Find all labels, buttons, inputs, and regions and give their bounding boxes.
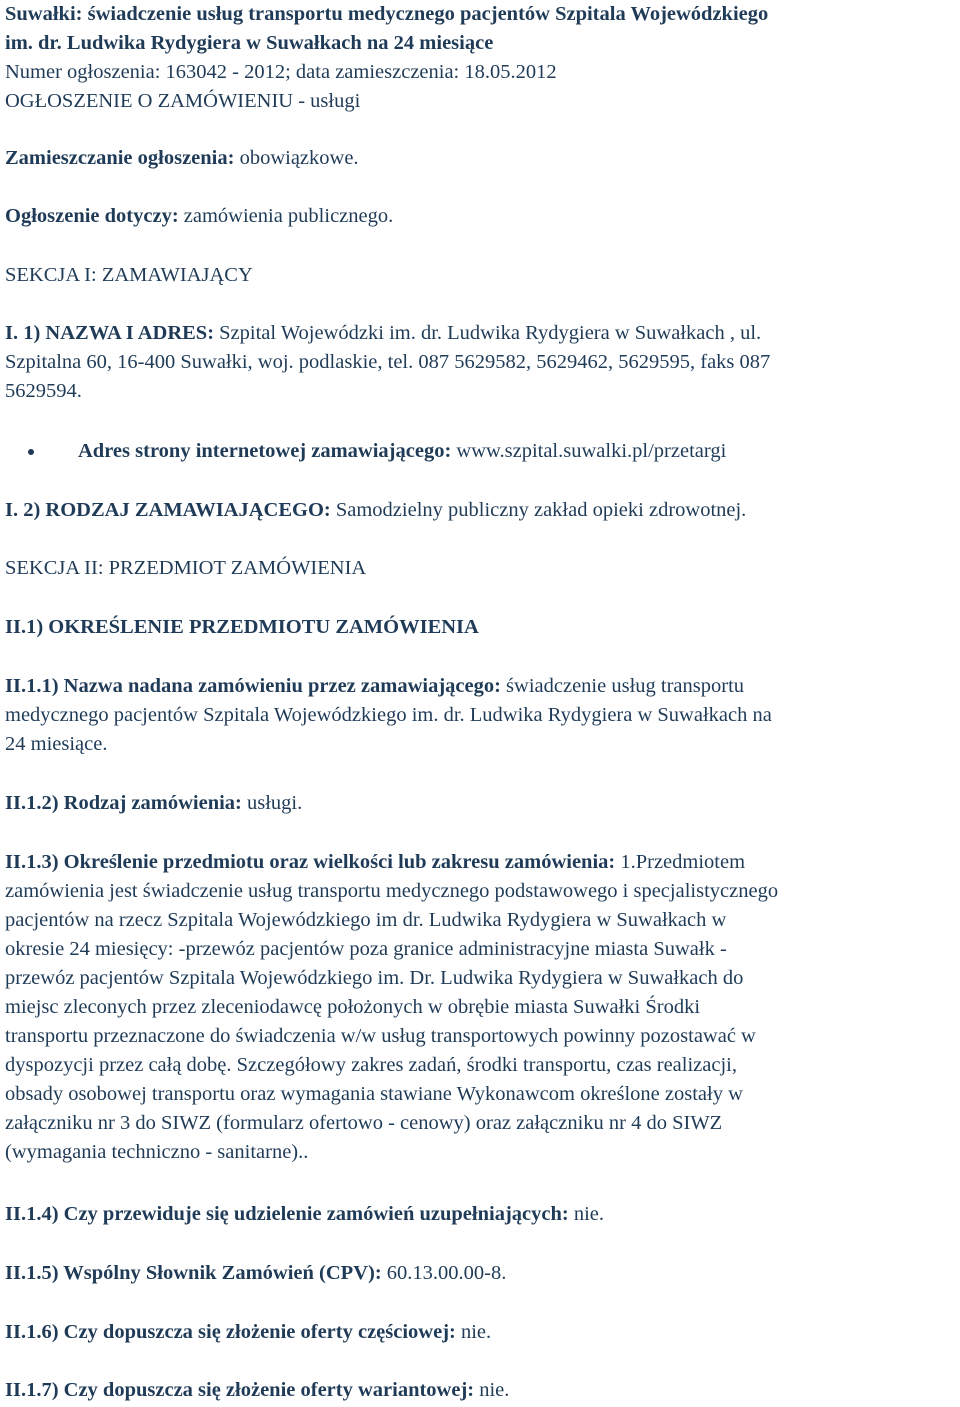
contract-name-line-1: świadczenie usług transportu <box>500 675 745 697</box>
address-label: I. 1) NAZWA I ADRES: <box>5 322 215 344</box>
concerns-value: zamówienia publicznego. <box>178 205 394 227</box>
scope-line-1: 1.Przedmiotem <box>615 851 746 873</box>
contract-kind <box>5 789 958 818</box>
title-line-1: Suwałki: świadczenie usług transportu medycznego pacjentów Szpitala Wojewódzkiego <box>5 3 769 25</box>
concerns-label: Ogłoszenie dotyczy: <box>5 205 179 227</box>
posting-label: Zamieszczanie ogłoszenia: <box>5 147 235 169</box>
cpv-label: II.1.5) Wspólny Słownik Zamówień (CPV): <box>5 1262 382 1284</box>
scope-line: zamówienia jest świadczenie usług transportu medycznego podstawowego i specjalistycznego <box>5 880 779 902</box>
subtitle-text: II.1) OKREŚLENIE PRZEDMIOTU ZAMÓWIENIA <box>5 616 479 638</box>
contract-scope <box>5 848 958 1167</box>
cpv-code <box>5 1259 958 1288</box>
scope-label: II.1.3) Określenie przedmiotu oraz wielkości lub zakresu zamówienia: <box>5 851 616 873</box>
supplementary-value: nie. <box>568 1203 604 1225</box>
contract-name-label: II.1.1) Nazwa nadana zamówieniu przez zamawiającego: <box>5 675 501 697</box>
section-2-subtitle <box>5 613 958 642</box>
scope-line: obsady osobowej transportu oraz wymagania stawiane Wykonawcom określone zostały w <box>5 1083 743 1105</box>
document-title <box>5 0 958 116</box>
website-text <box>78 437 726 466</box>
contract-name <box>5 672 958 759</box>
scope-line: dyspozycji przez całą dobę. Szczegółowy zakres zadań, środki transportu, czas realizacji, <box>5 1054 737 1076</box>
partial-offer <box>5 1318 958 1347</box>
variant-label: II.1.7) Czy dopuszcza się złożenie oferty wariantowej: <box>5 1379 475 1401</box>
section-2-title: SEKCJA II: PRZEDMIOT ZAMÓWIENIA <box>5 557 367 579</box>
supplementary-orders <box>5 1200 958 1229</box>
contract-kind-label: II.1.2) Rodzaj zamówienia: <box>5 792 242 814</box>
scope-line: przewóz pacjentów Szpitala Wojewódzkiego im. Dr. Ludwika Rydygiera w Suwałkach do <box>5 967 744 989</box>
scope-line: pacjentów na rzecz Szpitala Wojewódzkiego im dr. Ludwika Rydygiera w Suwałkach w <box>5 909 727 931</box>
bullet-dot <box>28 449 34 455</box>
authority-type <box>5 496 958 525</box>
partial-value: nie. <box>455 1321 492 1343</box>
contract-name-line-3: 24 miesiące. <box>5 733 108 755</box>
cpv-value: 60.13.00.00-8. <box>381 1262 507 1284</box>
authority-type-value: Samodzielny publiczny zakład opieki zdrowotnej. <box>330 499 747 521</box>
scope-line: (wymagania techniczno - sanitarne).. <box>5 1141 309 1163</box>
scope-line: miejsc zleconych przez zleceniodawcę położonych w obrębie miasta Suwałki Środki <box>5 996 701 1018</box>
posting-value: obowiązkowe. <box>234 147 359 169</box>
authority-type-label: I. 2) RODZAJ ZAMAWIAJĄCEGO: <box>5 499 331 521</box>
address-line-1: Szpital Wojewódzki im. dr. Ludwika Rydygiera w Suwałkach , ul. <box>214 322 762 344</box>
section-1-title: SEKCJA I: ZAMAWIAJĄCY <box>5 264 253 286</box>
address-line-3: 5629594. <box>5 380 82 402</box>
title-line-3: Numer ogłoszenia: 163042 - 2012; data zamieszczenia: 18.05.2012 <box>5 61 557 83</box>
title-line-2: im. dr. Ludwika Rydygiera w Suwałkach na 24 miesiące <box>5 32 494 54</box>
address-line-2: Szpitalna 60, 16-400 Suwałki, woj. podlaskie, tel. 087 5629582, 5629462, 5629595, faks 087 <box>5 351 771 373</box>
contracting-authority-address <box>5 319 958 406</box>
variant-offer <box>5 1376 958 1405</box>
scope-line: transportu przeznaczone do świadczenia w/w usług transportowych powinny pozostawać w <box>5 1025 756 1047</box>
notice-type: OGŁOSZENIE O ZAMÓWIENIU - usługi <box>5 90 361 112</box>
scope-line: załączniku nr 3 do SIWZ (formularz ofertowo - cenowy) oraz załączniku nr 4 do SIWZ <box>5 1112 723 1134</box>
website-url[interactable]: www.szpital.suwalki.pl/przetargi <box>451 440 727 462</box>
supplementary-label: II.1.4) Czy przewiduje się udzielenie zamówień uzupełniających: <box>5 1203 569 1225</box>
contract-name-line-2: medycznego pacjentów Szpitala Wojewódzkiego im. dr. Ludwika Rydygiera w Suwałkach na <box>5 704 772 726</box>
partial-label: II.1.6) Czy dopuszcza się złożenie oferty częściowej: <box>5 1321 456 1343</box>
notice-concerns <box>5 202 958 231</box>
posting-obligation <box>5 144 958 173</box>
variant-value: nie. <box>474 1379 510 1401</box>
scope-line: okresie 24 miesięcy: -przewóz pacjentów poza granice administracyjne miasta Suwałk - <box>5 938 727 960</box>
website-label: Adres strony internetowej zamawiającego: <box>78 440 452 462</box>
contract-kind-value: usługi. <box>241 792 303 814</box>
